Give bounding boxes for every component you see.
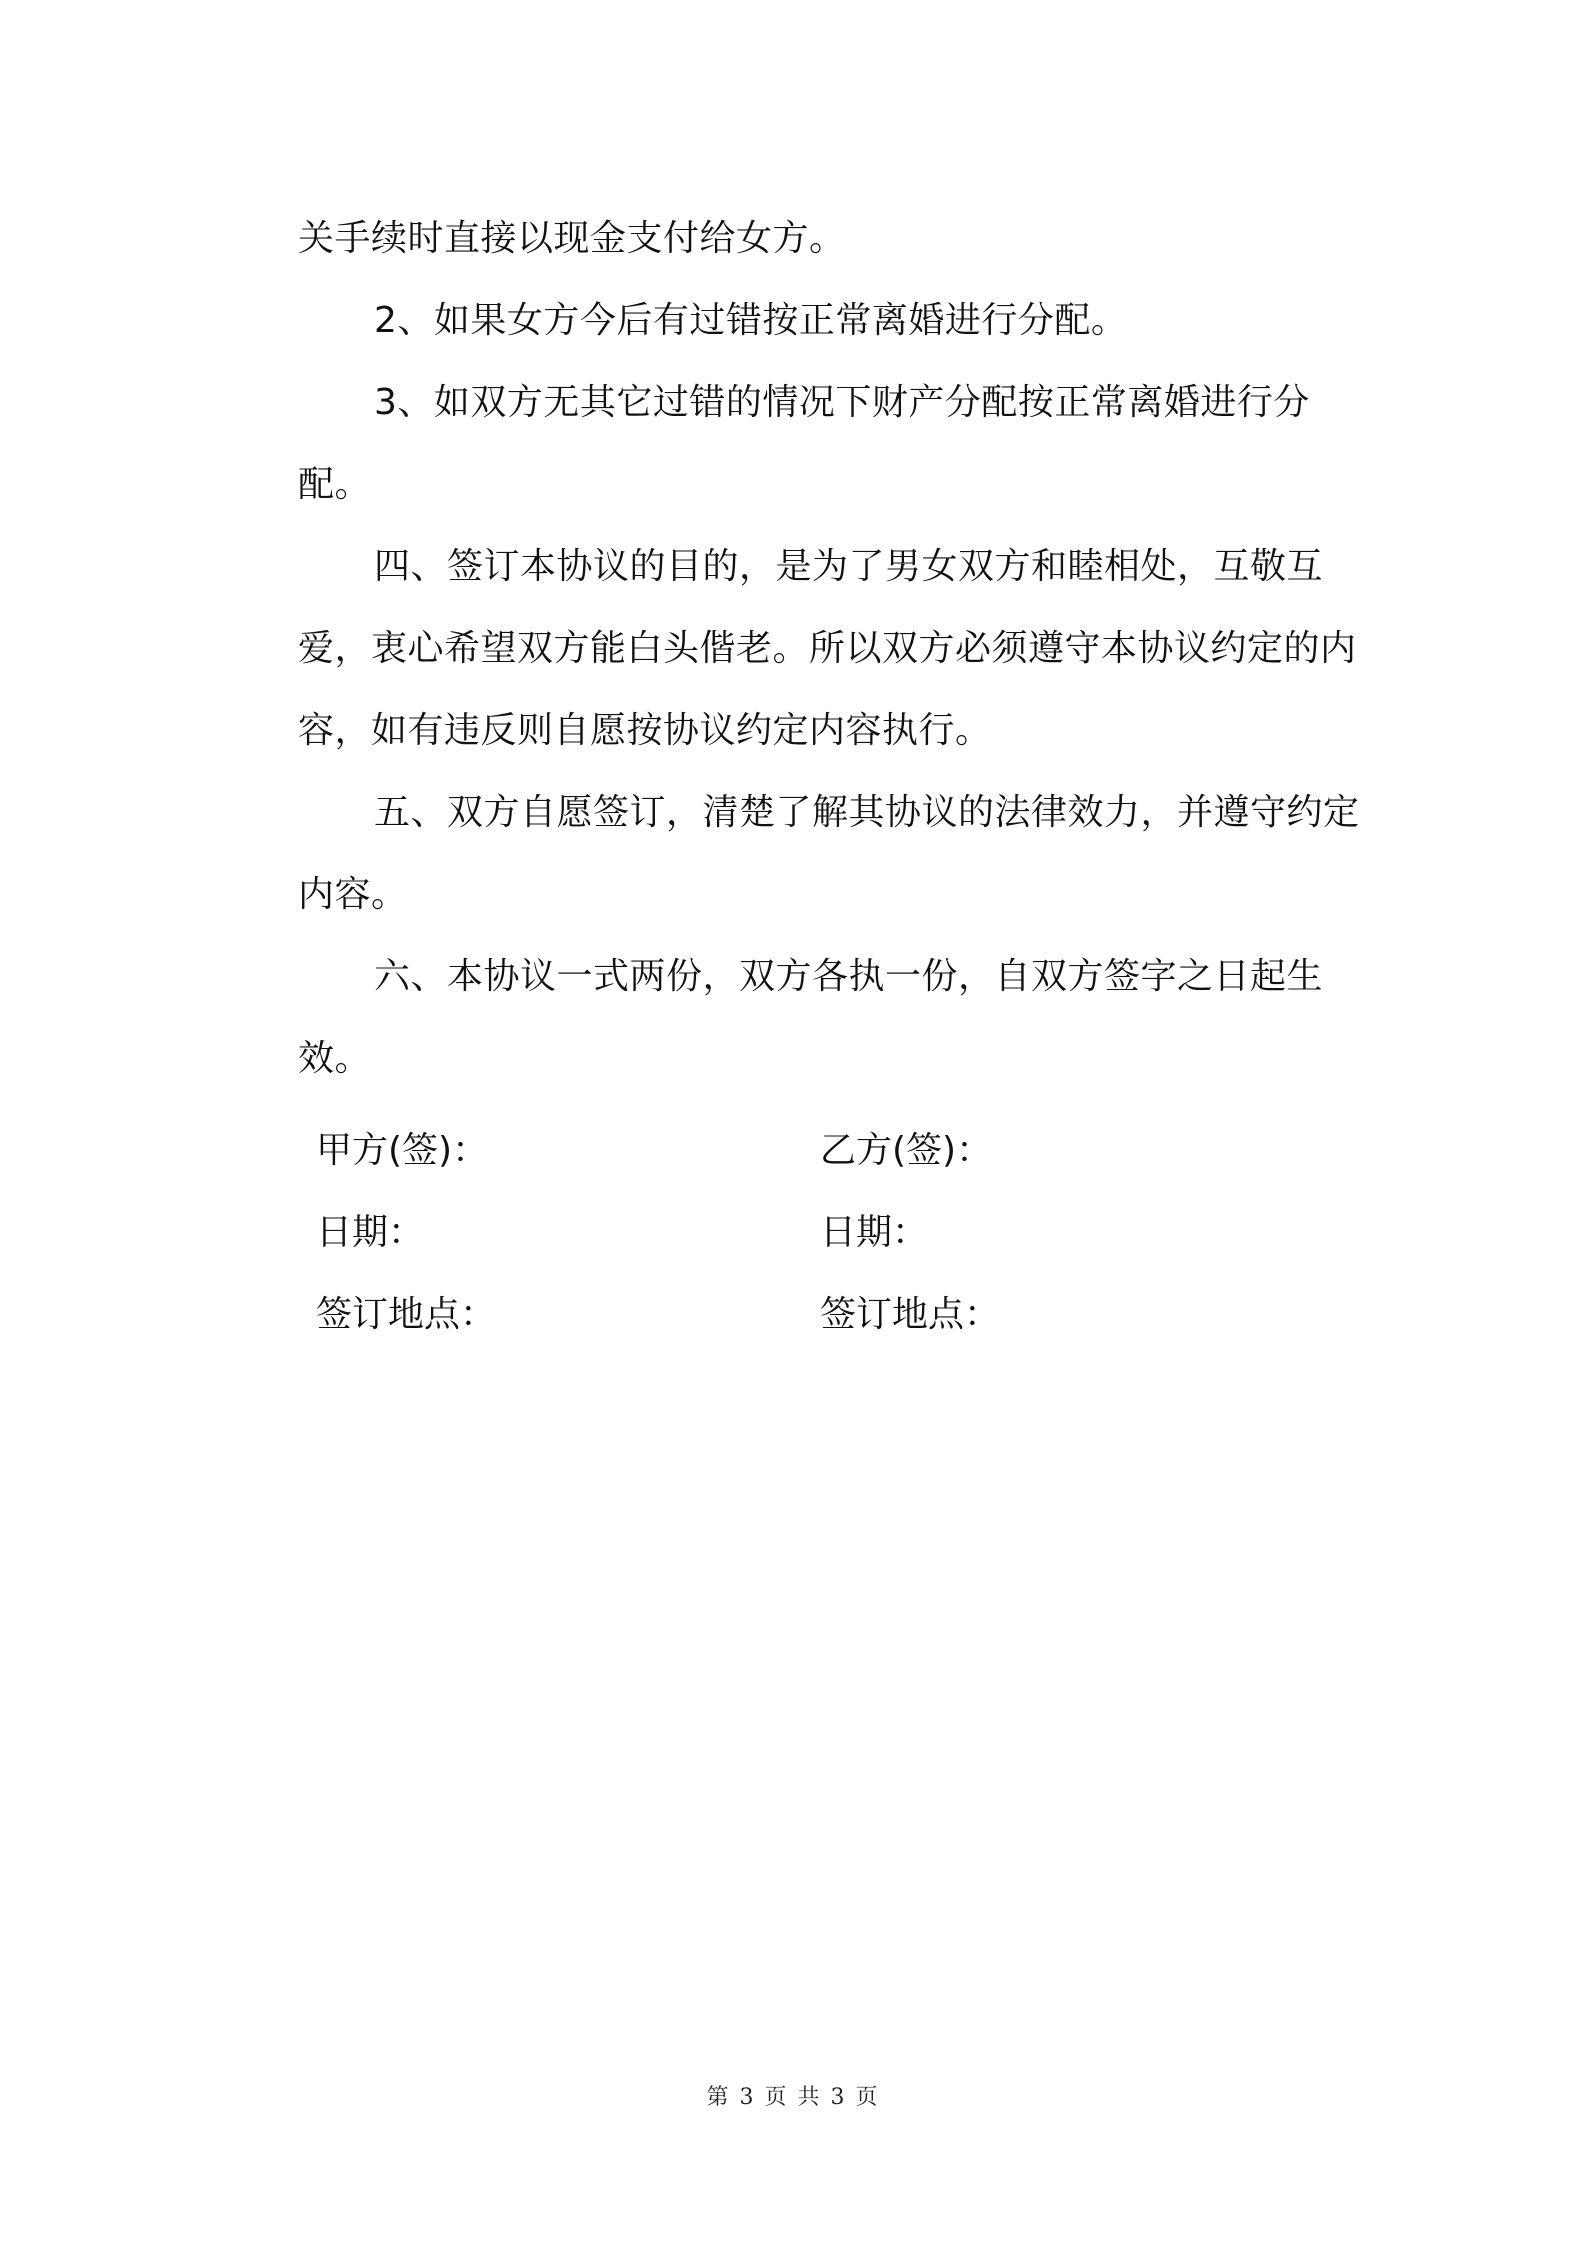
date-row xyxy=(316,1192,1316,1274)
party-b-place-label: 签订地点： xyxy=(820,1294,1001,1335)
body-text xyxy=(298,198,1378,1100)
paragraph-section-4: 四、签订本协议的目的，是为了男女双方和睦相处，互敬互爱，衷心希望双方能白头偕老。所以双方必须遵守本协议约定的内容，如有违反则自愿按协议约定内容执行。 xyxy=(298,546,1357,751)
paragraph-section-6: 六、本协议一式两份，双方各执一份，自双方签字之日起生效。 xyxy=(298,956,1324,1079)
party-a-signature-label: 甲方(签)： xyxy=(316,1130,489,1171)
party-b-signature-label: 乙方(签)： xyxy=(820,1130,993,1171)
paragraph-clause-3: 3、如双方无其它过错的情况下财产分配按正常离婚进行分配。 xyxy=(298,382,1310,505)
place-row xyxy=(316,1274,1316,1356)
page-footer: 第 3 页 共 3 页 xyxy=(706,2085,880,2110)
party-a-place-label: 签订地点： xyxy=(316,1294,497,1335)
paragraph-continuation: 关手续时直接以现金支付给女方。 xyxy=(298,218,846,259)
signature-row xyxy=(316,1110,1316,1192)
paragraph-clause-2: 2、如果女方今后有过错按正常离婚进行分配。 xyxy=(374,300,1128,341)
party-b-date-label: 日期： xyxy=(820,1212,929,1253)
signature-block xyxy=(316,1110,1316,1356)
paragraph-section-5: 五、双方自愿签订，清楚了解其协议的法律效力，并遵守约定内容。 xyxy=(298,792,1360,915)
party-a-date-label: 日期： xyxy=(316,1212,425,1253)
